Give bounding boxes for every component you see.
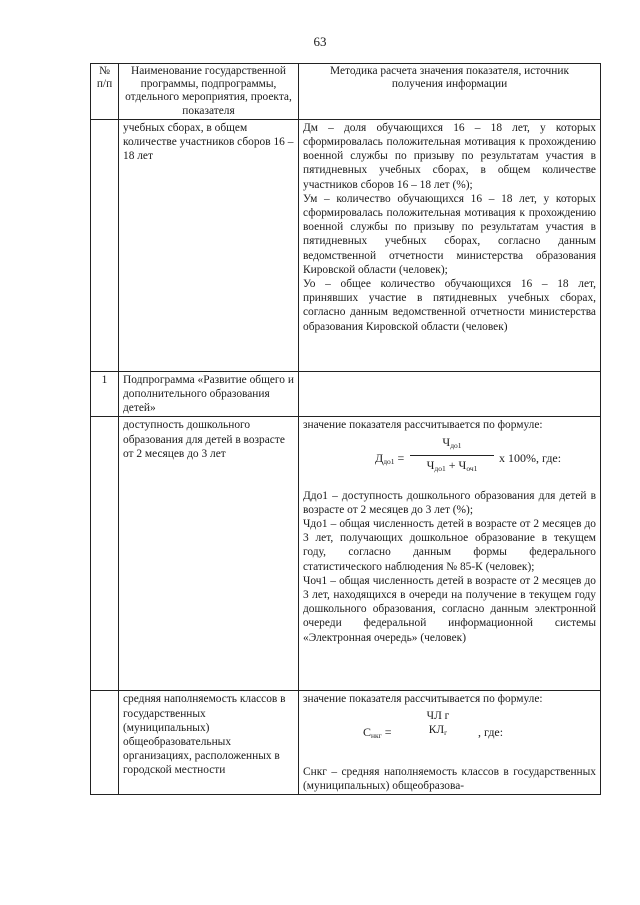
row-number-cell	[91, 119, 119, 371]
table-row	[91, 371, 601, 417]
method-paragraph: Дм – доля обучающихся 16 – 18 лет, у которых сформировалась положительная мотивация к прохождению военной службы по призыву по результатам участия в пятидневных учебных сборах, в общем количестве участников сборов 16 – 18 лет (%);	[303, 121, 596, 191]
formula-rest: , где:	[478, 724, 504, 739]
header-method: Методика расчета значения показателя, источник получения информации	[299, 64, 601, 120]
formula-lhs: $С_{нкг}$ =	[363, 724, 392, 740]
method-cell	[299, 371, 601, 417]
row-number-cell	[91, 691, 119, 795]
formula-rest: х 100%, где:	[499, 450, 562, 465]
indicator-name-cell: средняя наполняемость классов в государственных (муниципальных) общеобразовательных организациях, расположенных в городской местности	[119, 691, 299, 795]
method-cell	[299, 691, 601, 795]
page-number: 63	[313, 34, 327, 49]
method-paragraph: Уо – общее количество обучающихся 16 – 18 лет, принявших участие в пятидневных учебных сборах, согласно данным ведомственной отчетности министерства образования Кировской области (человек)	[303, 278, 596, 333]
row-number-cell: 1	[91, 371, 119, 417]
indicator-name-cell: доступность дошкольного образования для детей в возрасте от 2 месяцев до 3 лет	[119, 417, 299, 691]
table-header-row	[91, 64, 601, 120]
formula-lhs: $Д_{до1}$ =	[375, 450, 405, 466]
formula-fraction: $Ч_{до1}$ $Ч_{до1} + Ч_{оч1}$	[410, 435, 494, 476]
table-row	[91, 417, 601, 691]
formula-availability	[303, 433, 596, 489]
subprogram-name-cell: Подпрограмма «Развитие общего и дополнительного образования детей»	[119, 371, 299, 417]
table-row	[91, 691, 601, 795]
table-row	[91, 119, 601, 371]
method-paragraph: Чоч1 – общая численность детей в возрасте от 2 месяцев до 3 лет, находящихся в очереди на получение в текущем году дошкольного образования, согласно данным электронной очереди федеральной информационной системы «Электронная очередь» (человек)	[303, 574, 596, 644]
formula-intro: значение показателя рассчитывается по формуле:	[303, 419, 543, 432]
indicator-name-cell: учебных сборах, в общем количестве участников сборов 16 – 18 лет	[119, 119, 299, 371]
formula-fill-rate	[303, 707, 596, 765]
indicator-table	[90, 63, 601, 795]
method-paragraph: Ум – количество обучающихся 16 – 18 лет, у которых сформировалась положительная мотивация к прохождению военной службы по призыву по результатам участия в пятидневных учебных сборах, согласно данным ведомственной отчетности министерства образования Кировской области (человек);	[303, 192, 596, 276]
method-paragraph: Снкг – средняя наполняемость классов в государственных (муниципальных) общеобразова-	[303, 765, 596, 792]
formula-intro: значение показателя рассчитывается по формуле:	[303, 693, 543, 706]
method-cell	[299, 119, 601, 371]
method-paragraph: Ддо1 – доступность дошкольного образования для детей в возрасте от 2 месяцев до 3 лет (%);	[303, 489, 596, 516]
header-number: № п/п	[91, 64, 119, 120]
method-cell	[299, 417, 601, 691]
header-name: Наименование государственной программы, подпрограммы, отдельного мероприятия, проекта, показателя	[119, 64, 299, 120]
row-number-cell	[91, 417, 119, 691]
method-paragraph: Чдо1 – общая численность детей в возрасте от 2 месяцев до 3 лет, получающих дошкольное образование в текущем году, согласно данным формы федерального статистического наблюдения № 85-К (человек);	[303, 518, 596, 573]
formula-fraction: ЧЛ г $КЛ_г$	[426, 709, 450, 737]
